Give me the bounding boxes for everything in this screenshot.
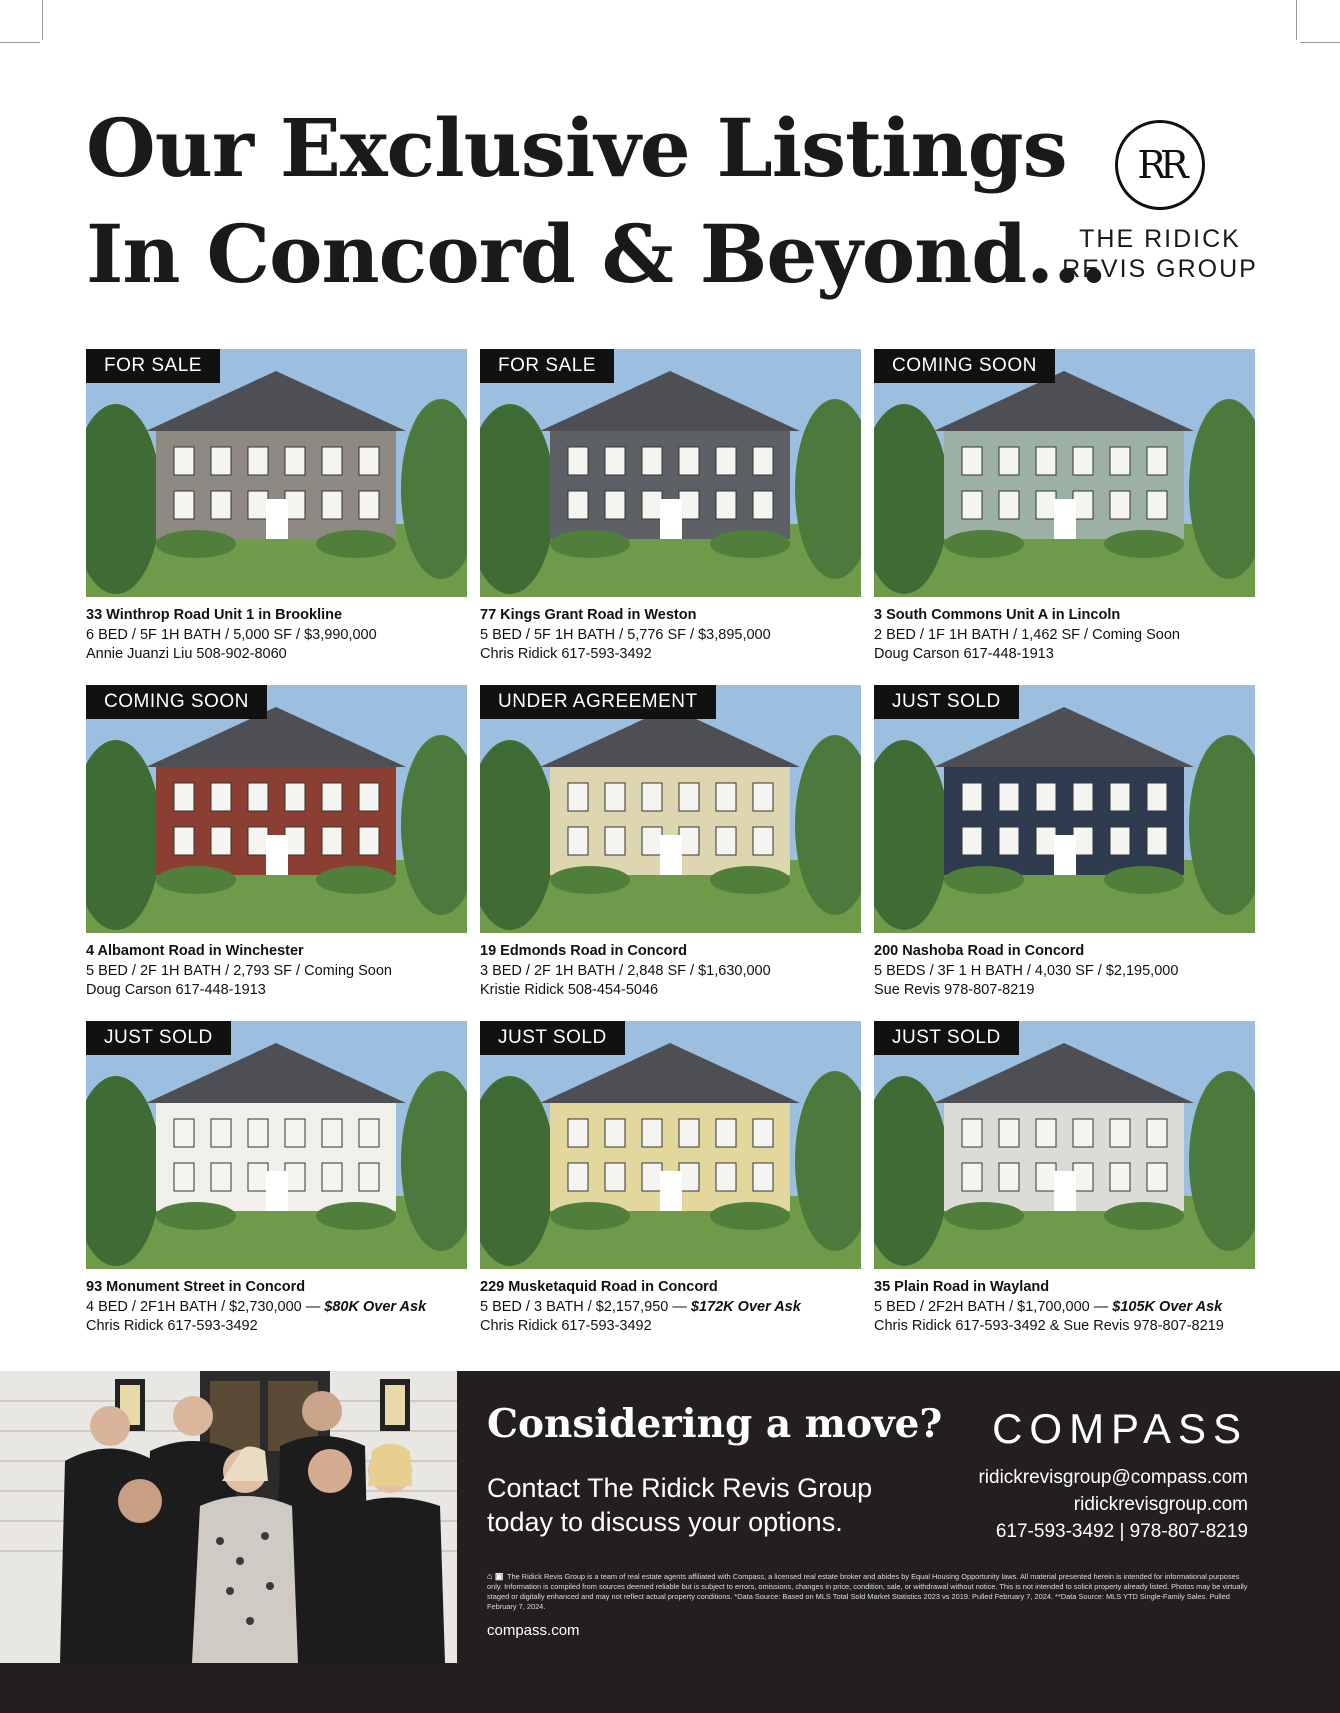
listing-details — [480, 626, 861, 646]
crop-mark-top-right-h — [1300, 42, 1340, 43]
listing-photo — [480, 349, 861, 597]
listing-address: 4 Albamont Road in Winchester — [86, 943, 304, 959]
listing-agent: Annie Juanzi Liu 508-902-8060 — [86, 646, 287, 662]
listing-grid — [86, 349, 1256, 1357]
listing-info — [874, 606, 1255, 665]
listing-card[interactable] — [86, 1021, 467, 1357]
listing-details — [480, 1298, 861, 1318]
cta-title: Considering a move? — [487, 1401, 943, 1447]
compass-site-link[interactable]: compass.com — [487, 1622, 580, 1639]
listing-card[interactable] — [874, 1021, 1255, 1357]
listing-info — [480, 942, 861, 1001]
listing-specs: 6 BED / 5F 1H BATH / 5,000 SF / $3,990,000 — [86, 626, 377, 643]
logo-line-1: THE RIDICK — [1079, 225, 1241, 253]
over-ask-note: $172K Over Ask — [690, 1298, 801, 1315]
monogram-icon: RR — [1115, 120, 1205, 210]
listing-address: 35 Plain Road in Wayland — [874, 1279, 1050, 1295]
listing-photo — [874, 685, 1255, 933]
listing-address: 229 Musketaquid Road in Concord — [480, 1279, 718, 1295]
logo-line-2: REVIS GROUP — [1062, 255, 1258, 283]
listing-agent: Kristie Ridick 508-454-5046 — [480, 982, 659, 998]
listing-specs: 4 BED / 2F1H BATH / $2,730,000 — — [86, 1298, 325, 1315]
listing-photo — [480, 1021, 861, 1269]
listing-address: 3 South Commons Unit A in Lincoln — [874, 607, 1121, 623]
status-badge: FOR SALE — [86, 349, 220, 383]
listing-card[interactable] — [480, 349, 861, 685]
equal-housing-icon: ⌂ ▣ — [487, 1571, 504, 1581]
contact-info — [978, 1464, 1248, 1545]
over-ask-note: $105K Over Ask — [1112, 1298, 1223, 1315]
listing-address: 93 Monument Street in Concord — [86, 1279, 306, 1295]
listing-address: 19 Edmonds Road in Concord — [480, 943, 688, 959]
listing-card[interactable] — [86, 349, 467, 685]
listing-specs: 5 BEDS / 3F 1 H BATH / 4,030 SF / $2,195,000 — [874, 962, 1179, 979]
status-badge: JUST SOLD — [874, 685, 1019, 719]
listing-agent: Chris Ridick 617-593-3492 — [86, 1318, 258, 1334]
listing-card[interactable] — [86, 685, 467, 1021]
listing-agent: Chris Ridick 617-593-3492 & Sue Revis 978-807-8219 — [874, 1318, 1224, 1334]
listing-photo — [874, 1021, 1255, 1269]
group-logo — [1060, 120, 1260, 284]
listing-details — [874, 1298, 1255, 1318]
listing-info — [874, 942, 1255, 1001]
listing-card[interactable] — [480, 1021, 861, 1357]
listing-specs: 5 BED / 2F2H BATH / $1,700,000 — — [874, 1298, 1113, 1315]
listing-info — [874, 1278, 1255, 1337]
status-badge: COMING SOON — [86, 685, 267, 719]
listing-address: 33 Winthrop Road Unit 1 in Brookline — [86, 607, 343, 623]
listing-photo — [86, 349, 467, 597]
listing-info — [86, 606, 467, 665]
listing-card[interactable] — [480, 685, 861, 1021]
listing-details — [86, 1298, 467, 1318]
crop-mark-top-left-h — [0, 42, 40, 43]
email-link[interactable]: ridickrevisgroup@compass.com — [978, 1467, 1248, 1488]
page-headline — [86, 95, 1107, 307]
listing-info — [86, 1278, 467, 1337]
listing-agent: Chris Ridick 617-593-3492 — [480, 1318, 652, 1334]
phone-numbers: 617-593-3492 | 978-807-8219 — [995, 1521, 1248, 1542]
listing-details — [86, 962, 467, 982]
status-badge: JUST SOLD — [480, 1021, 625, 1055]
listing-photo — [86, 685, 467, 933]
listing-info — [86, 942, 467, 1001]
listing-agent: Doug Carson 617-448-1913 — [86, 982, 266, 998]
cta-body: Contact The Ridick Revis Group today to discuss your options. — [487, 1473, 873, 1537]
listing-details — [874, 962, 1255, 982]
crop-mark-top-right-v — [1296, 0, 1297, 40]
listing-info — [480, 606, 861, 665]
compass-logo: COMPASS — [992, 1405, 1248, 1452]
status-badge: UNDER AGREEMENT — [480, 685, 716, 719]
status-badge: FOR SALE — [480, 349, 614, 383]
contact-band — [0, 1371, 1340, 1713]
headline-line-2: In Concord & Beyond... — [86, 207, 1107, 301]
listing-address: 77 Kings Grant Road in Weston — [480, 607, 697, 623]
listing-specs: 3 BED / 2F 1H BATH / 2,848 SF / $1,630,000 — [480, 962, 771, 979]
headline-line-1: Our Exclusive Listings — [86, 101, 1067, 195]
listing-card[interactable] — [874, 685, 1255, 1021]
status-badge: COMING SOON — [874, 349, 1055, 383]
listing-info — [480, 1278, 861, 1337]
listing-photo — [874, 349, 1255, 597]
listing-specs: 5 BED / 2F 1H BATH / 2,793 SF / Coming Soon — [86, 962, 392, 979]
listing-details — [874, 626, 1255, 646]
listing-agent: Sue Revis 978-807-8219 — [874, 982, 1035, 998]
status-badge: JUST SOLD — [874, 1021, 1019, 1055]
listing-photo — [86, 1021, 467, 1269]
listing-photo — [480, 685, 861, 933]
disclaimer-text: The Ridick Revis Group is a team of real estate agents affiliated with Compass, a licensed real estate broker and abides by Equal Housing Opportunity laws. All material presented herein is intended for informational purposes only. Information is compiled from sources deemed reliable but is subject to errors, omissions, changes in price, condition, sale, or withdrawal without notice. This is not intended to solicit property already listed. Photos may be virtually staged or digitally enhanced and may not reflect actual property conditions. *Data Source: Based on MLS Total Sold Market Statistics 2023 vs 2019. Pulled February 7, 2024. **Data Source: MLS YTD Single-Family Sales. Pulled February 7, 2024. — [487, 1572, 1248, 1611]
listing-details — [480, 962, 861, 982]
listing-agent: Chris Ridick 617-593-3492 — [480, 646, 652, 662]
listing-details — [86, 626, 467, 646]
team-photo — [0, 1371, 457, 1663]
website-link[interactable]: ridickrevisgroup.com — [1073, 1494, 1248, 1515]
listing-card[interactable] — [874, 349, 1255, 685]
status-badge: JUST SOLD — [86, 1021, 231, 1055]
crop-mark-top-left-v — [42, 0, 43, 40]
listing-address: 200 Nashoba Road in Concord — [874, 943, 1085, 959]
listing-specs: 5 BED / 5F 1H BATH / 5,776 SF / $3,895,000 — [480, 626, 771, 643]
legal-disclaimer — [487, 1571, 1255, 1612]
listing-specs: 5 BED / 3 BATH / $2,157,950 — — [480, 1298, 691, 1315]
listing-agent: Doug Carson 617-448-1913 — [874, 646, 1054, 662]
over-ask-note: $80K Over Ask — [324, 1298, 427, 1315]
listing-specs: 2 BED / 1F 1H BATH / 1,462 SF / Coming Soon — [874, 626, 1180, 643]
